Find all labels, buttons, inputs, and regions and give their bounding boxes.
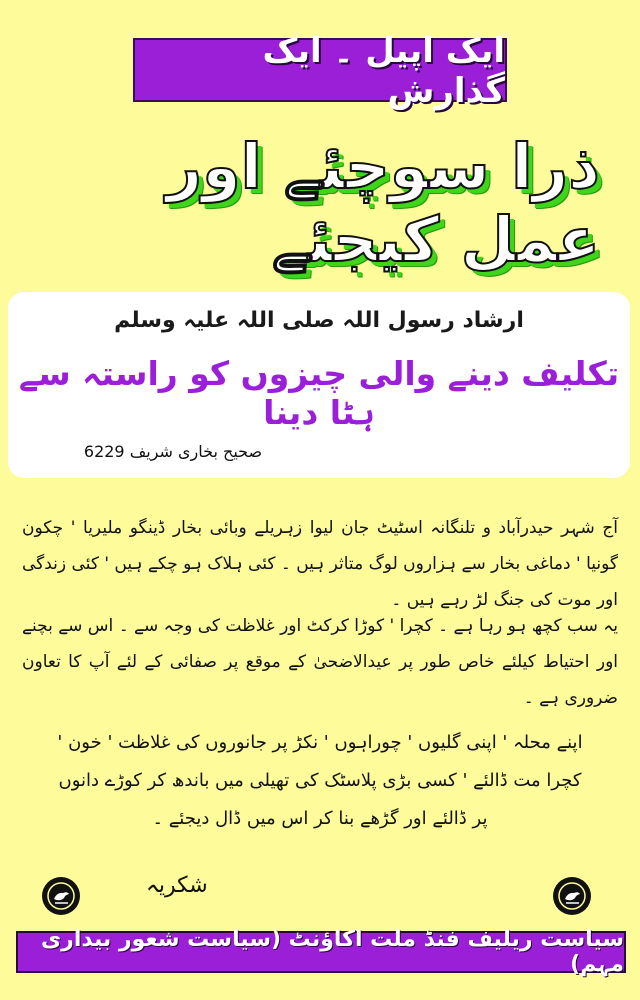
hadith-source: صحیح بخاری شریف 6229 (83, 442, 263, 461)
thanks-text: شکریہ (146, 873, 208, 898)
paragraph-request: اپنے محلہ ' اپنی گلیوں ' چوراہوں ' نکڑ پر جانوروں کی غلاظت ' خون ' کچرا مت ڈالئے ' کسی بڑی پلاسٹک کی تھیلی میں باندھ کر کوڑے دانوں پر ڈالئے اور گڑھے بنا کر اس میں ڈال دیجئے ۔ (57, 732, 583, 829)
paragraph-cause: یہ سب کچھ ہو رہا ہے ۔ کچرا ' کوڑا کرکٹ اور غلاظت کی وجہ سے ۔ اس سے بچنے اور احتیاط کیلئے خاص طور پر عیدالاضحیٰ کے موقع پر صفائی کے لئے آپ کا تعاون ضروری ہے ۔ (22, 616, 618, 708)
headline-text: ذرا سوچئے اور عمل کیجئے (166, 130, 600, 276)
hadith-heading: ارشاد رسول اللہ صلی اللہ علیہ وسلم (114, 308, 524, 333)
bird-emblem-icon (42, 877, 80, 915)
headline (40, 130, 600, 276)
footer-banner (16, 927, 626, 977)
appeal-banner (133, 30, 507, 111)
paragraph-disease: آج شہر حیدرآباد و تلنگانہ اسٹیٹ جان لیوا زہریلے وبائی بخار ڈینگو ملیریا ' چکون گونیا ' دماغی بخار سے ہزاروں لوگ متاثر ہیں ۔ کئی ہلاک ہو چکے ہیں ' کئی زندگی اور موت کی جنگ لڑ رہے ہیں ۔ (22, 518, 618, 610)
appeal-banner-text: ایک اپیل ۔ ایک گذارش (262, 30, 505, 111)
bird-emblem-icon (553, 877, 591, 915)
footer-banner-text: سیاست ریلیف فنڈ ملت اکاؤنٹ (سیاست شعور بیداری مہم) (41, 927, 624, 977)
hadith-box (8, 292, 630, 478)
hadith-text: تکلیف دینے والی چیزوں کو راستہ سے ہٹا دینا (18, 354, 620, 432)
